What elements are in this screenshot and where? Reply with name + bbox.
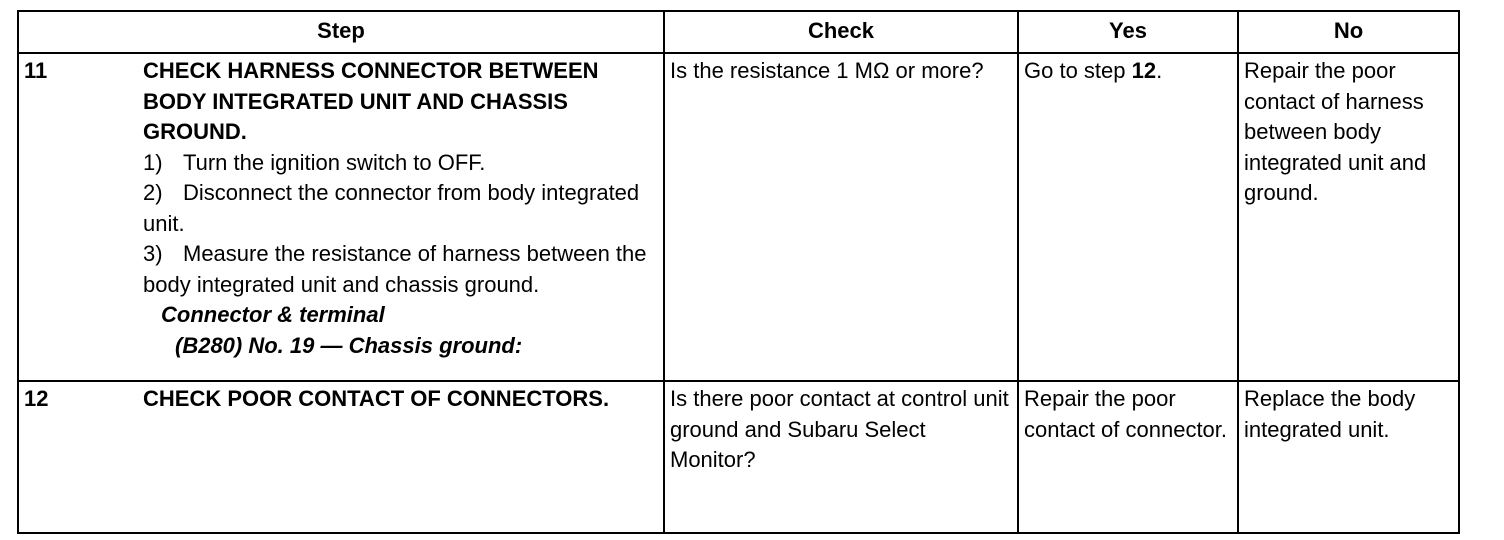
diagnostic-table — [17, 10, 1460, 534]
table-row-step-12 — [18, 381, 1459, 533]
step-title: CHECK POOR CONTACT OF CONNECTORS. — [143, 386, 610, 411]
step-description — [138, 53, 664, 381]
instruction-3 — [143, 239, 658, 300]
instruction-number: 3) — [143, 241, 163, 266]
table-header-row — [18, 11, 1459, 53]
diagnostic-procedure-document — [17, 10, 1458, 534]
instruction-number: 2) — [143, 180, 163, 205]
header-step: Step — [18, 11, 664, 53]
connector-label: Connector & terminal — [161, 302, 385, 327]
header-no: No — [1238, 11, 1459, 53]
header-check: Check — [664, 11, 1018, 53]
step-description — [138, 381, 664, 533]
instruction-text: Turn the ignition switch to OFF. — [183, 149, 486, 175]
step-number: 12 — [18, 381, 138, 533]
instruction-text: Measure the resistance of harness between the body integrated unit and chassis ground. — [143, 241, 647, 297]
header-yes: Yes — [1018, 11, 1238, 53]
yes-cell — [1018, 53, 1238, 381]
check-cell: Is the resistance 1 MΩ or more? — [664, 53, 1018, 381]
yes-cell: Repair the poor contact of connector. — [1018, 381, 1238, 533]
check-cell: Is there poor contact at control unit ground and Subaru Select Monitor? — [664, 381, 1018, 533]
no-cell: Repair the poor contact of harness between body integrated unit and ground. — [1238, 53, 1459, 381]
yes-suffix: . — [1156, 58, 1163, 83]
instruction-1 — [143, 148, 658, 179]
step-number: 11 — [18, 53, 138, 381]
yes-prefix: Go to step — [1024, 58, 1132, 83]
instruction-number: 1) — [143, 149, 163, 175]
instruction-text: Disconnect the connector from body integrated unit. — [143, 180, 640, 236]
yes-step-link: 12 — [1131, 58, 1157, 83]
instruction-2 — [143, 178, 658, 239]
step-title: CHECK HARNESS CONNECTOR BETWEEN BODY INTEGRATED UNIT AND CHASSIS GROUND. — [143, 58, 599, 144]
table-row-step-11 — [18, 53, 1459, 381]
connector-terminal-value: (B280) No. 19 — Chassis ground: — [175, 332, 523, 358]
no-cell: Replace the body integrated unit. — [1238, 381, 1459, 533]
